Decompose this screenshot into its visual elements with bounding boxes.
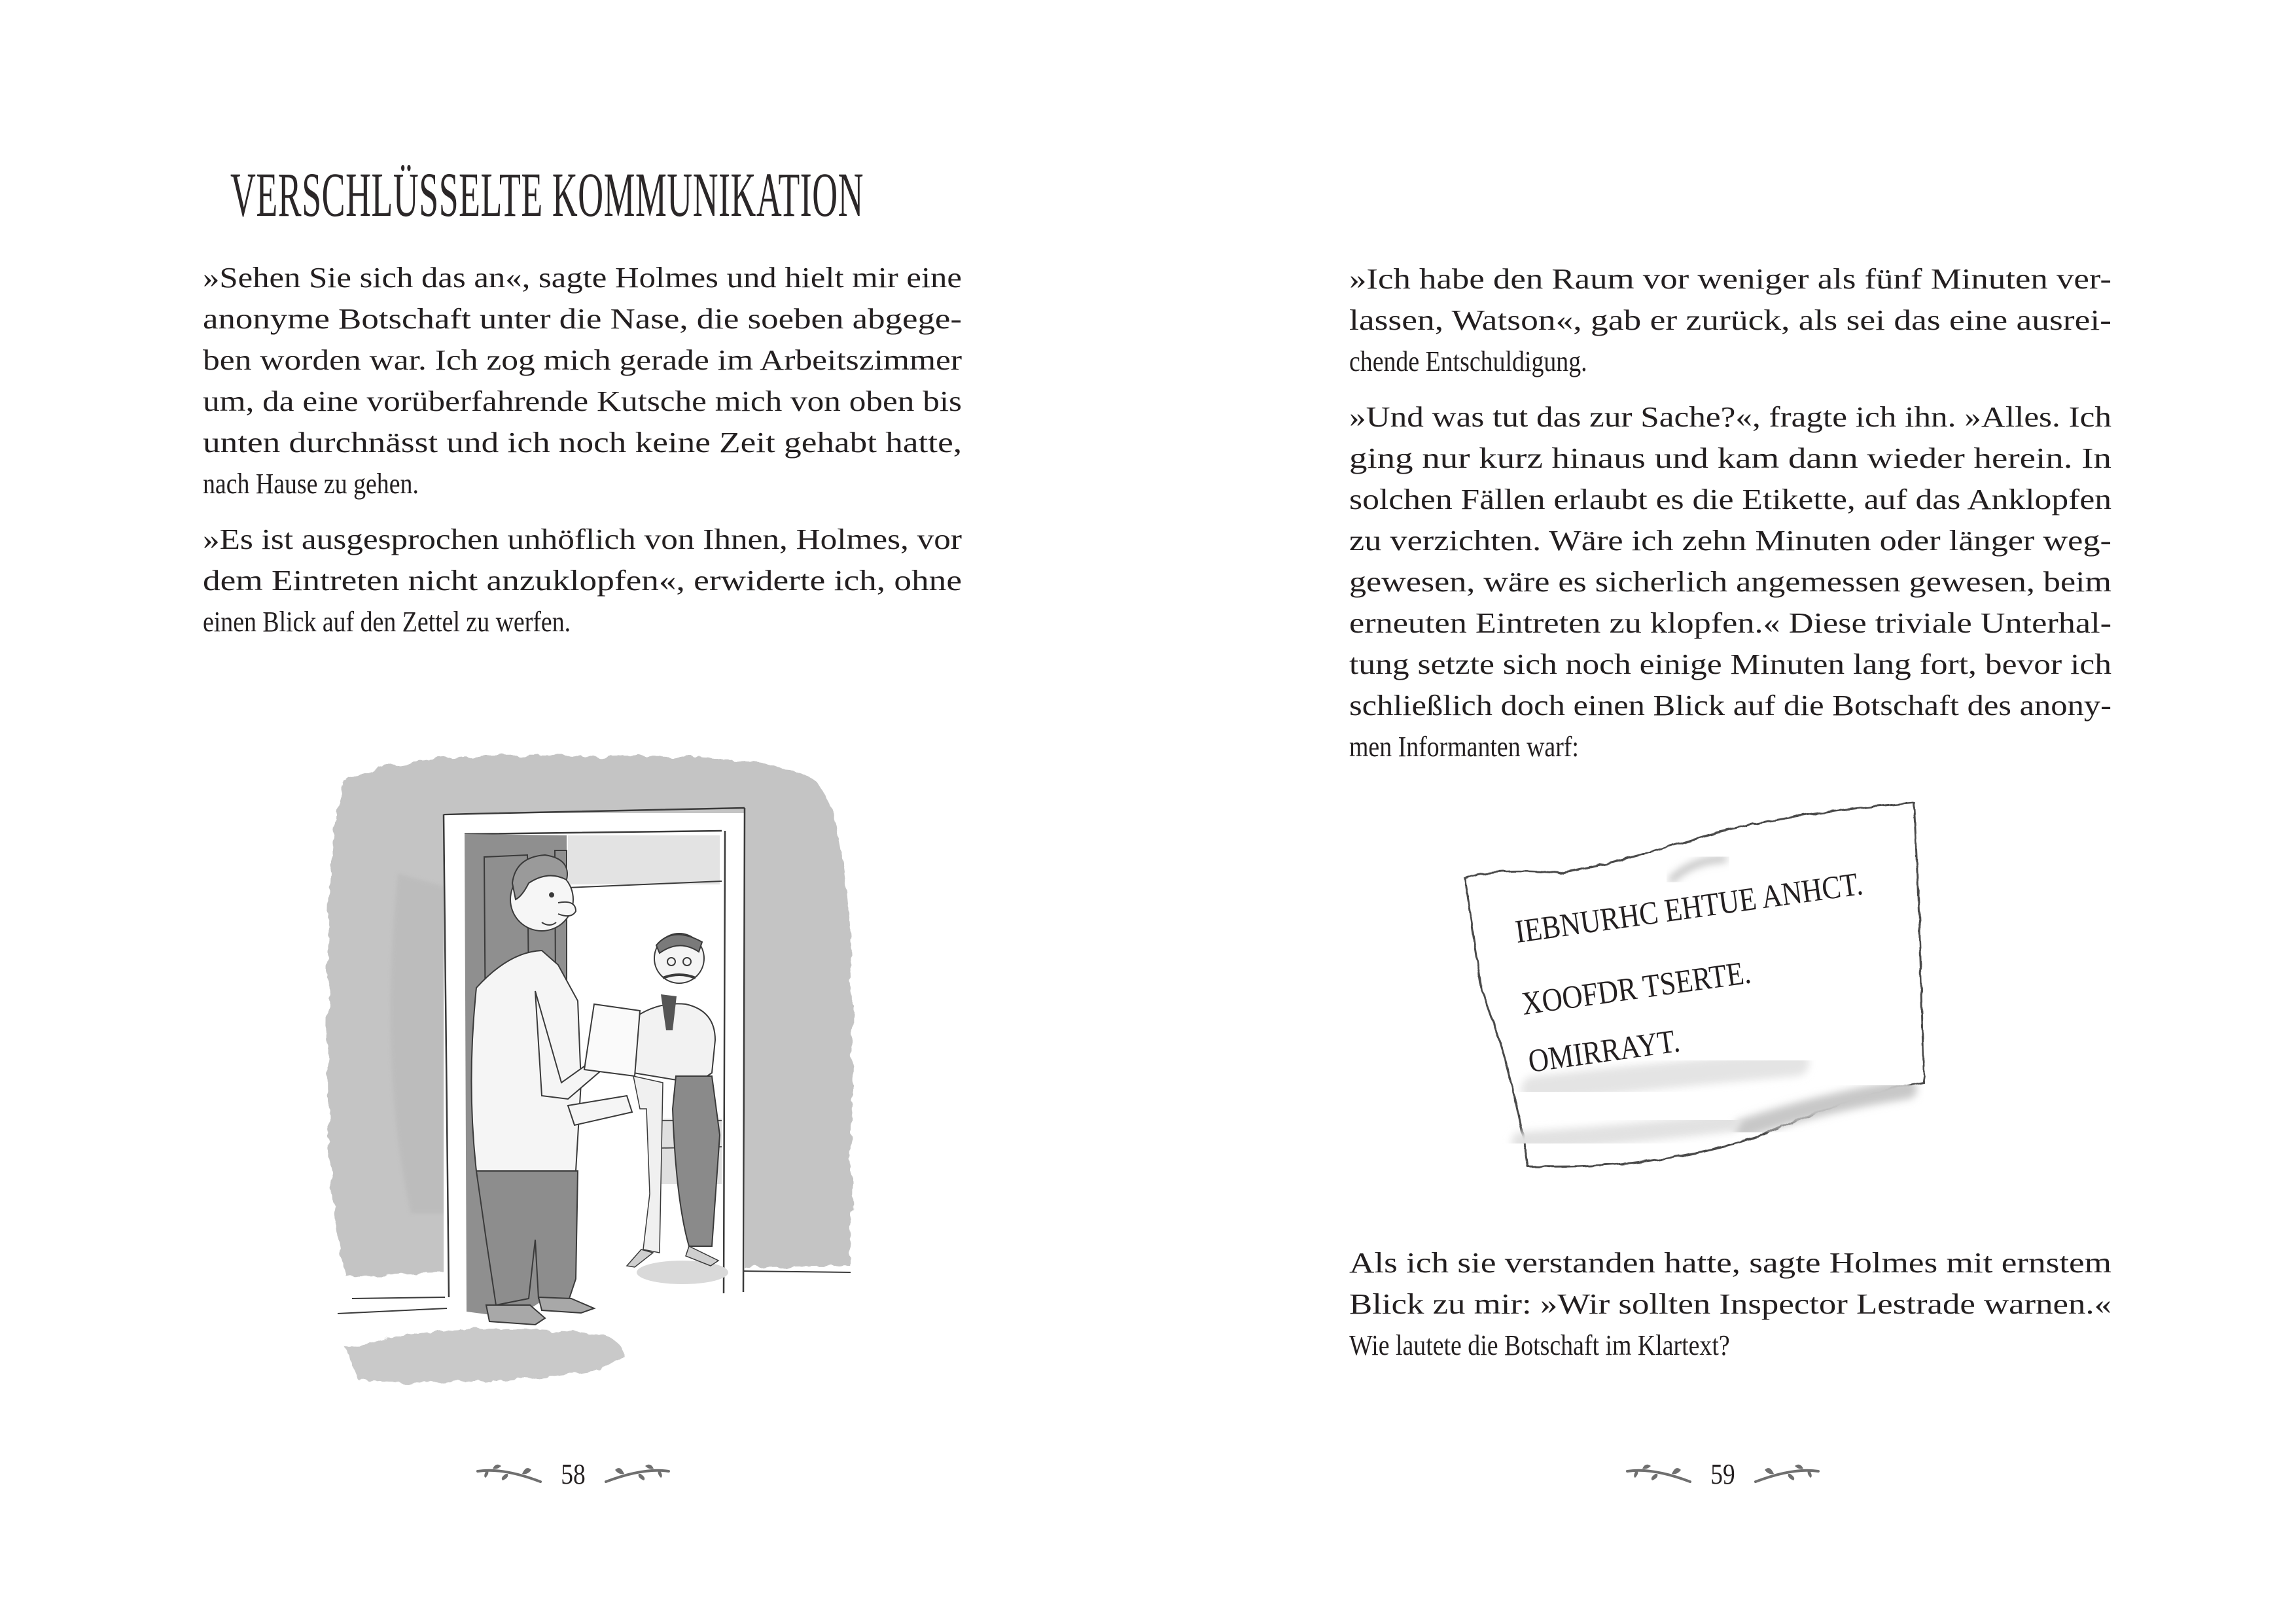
paragraph: [203, 519, 962, 642]
text-line: erneuten Eintreten zu klopfen.« Diese triviale Unterhal-: [1349, 607, 2111, 639]
sprig-ornament-icon: [605, 1461, 670, 1487]
text-line: Als ich sie verstanden hatte, sagte Holmes mit ernstem: [1349, 1247, 2112, 1279]
sprig-ornament-icon: [1626, 1461, 1691, 1487]
page-number-footer-right: [1626, 1457, 1820, 1490]
text-line: zu verzichten. Wäre ich zehn Minuten oder länger weg-: [1349, 525, 2111, 557]
text-line: solchen Fällen erlaubt es die Etikette, auf das Anklopfen: [1349, 483, 2112, 515]
text-line: schließlich doch einen Blick auf die Botschaft des anony-: [1349, 689, 2111, 722]
paragraph: [1349, 1242, 2111, 1366]
text-line: Blick zu mir: »Wir sollten Inspector Lestrade warnen.«: [1349, 1288, 2111, 1320]
text-line: chende Entschuldigung.: [1349, 345, 1587, 377]
text-line: tung setzte sich noch einige Minuten lang fort, bevor ich: [1349, 648, 2112, 680]
text-line: »Es ist ausgesprochen unhöflich von Ihnen, Holmes, vor: [203, 523, 962, 555]
doorway-illustration: [319, 742, 869, 1403]
paragraph: [1349, 258, 2111, 382]
text-line: »Und was tut das zur Sache?«, fragte ich ihn. »Alles. Ich: [1349, 401, 2112, 433]
text-line: nach Hause zu gehen.: [203, 468, 419, 500]
page-number: 59: [1710, 1457, 1735, 1490]
text-line: »Sehen Sie sich das an«, sagte Holmes und hielt mir eine: [203, 262, 962, 294]
text-line: »Ich habe den Raum vor weniger als fünf Minuten ver-: [1349, 263, 2111, 295]
text-line: ging nur kurz hinaus und kam dann wieder herein. In: [1349, 442, 2111, 474]
page-number: 58: [561, 1457, 586, 1490]
text-line: gewesen, wäre es sicherlich angemessen gewesen, beim: [1349, 566, 2112, 598]
paragraph: [1349, 396, 2111, 767]
text-line: lassen, Watson«, gab er zurück, als sei das eine ausrei-: [1349, 304, 2111, 336]
text-line: unten durchnässt und ich noch keine Zeit gehabt hatte,: [203, 427, 963, 459]
note-line: XOOFDR TSERTE.: [1519, 953, 1754, 1022]
page-number-footer-left: [476, 1457, 670, 1490]
left-body-text: [203, 257, 962, 657]
text-line: Wie lautete die Botschaft im Klartext?: [1349, 1329, 1730, 1361]
sprig-ornament-icon: [1754, 1461, 1820, 1487]
text-line: um, da eine vorüberfahrende Kutsche mich von oben bis: [203, 385, 963, 417]
sprig-ornament-icon: [476, 1461, 542, 1487]
text-line: anonyme Botschaft unter die Nase, die soeben abgege-: [203, 303, 962, 335]
text-line: men Informanten warf:: [1349, 731, 1579, 763]
text-line: einen Blick auf den Zettel zu werfen.: [203, 606, 571, 638]
chapter-title: VERSCHLÜSSELTE KOMMUNIKATION: [230, 160, 864, 230]
note-line: IEBNURHC EHTUE ANHCT.: [1513, 865, 1865, 951]
closing-paragraph: [1349, 1242, 2111, 1380]
note-line: OMIRRAYT.: [1526, 1022, 1682, 1080]
right-body-text: [1349, 258, 2111, 782]
text-line: ben worden war. Ich zog mich gerade im Arbeitszimmer: [203, 344, 963, 376]
text-line: dem Eintreten nicht anzuklopfen«, erwiderte ich, ohne: [203, 565, 962, 597]
paragraph: [203, 257, 962, 504]
encrypted-note: [1456, 795, 1943, 1187]
